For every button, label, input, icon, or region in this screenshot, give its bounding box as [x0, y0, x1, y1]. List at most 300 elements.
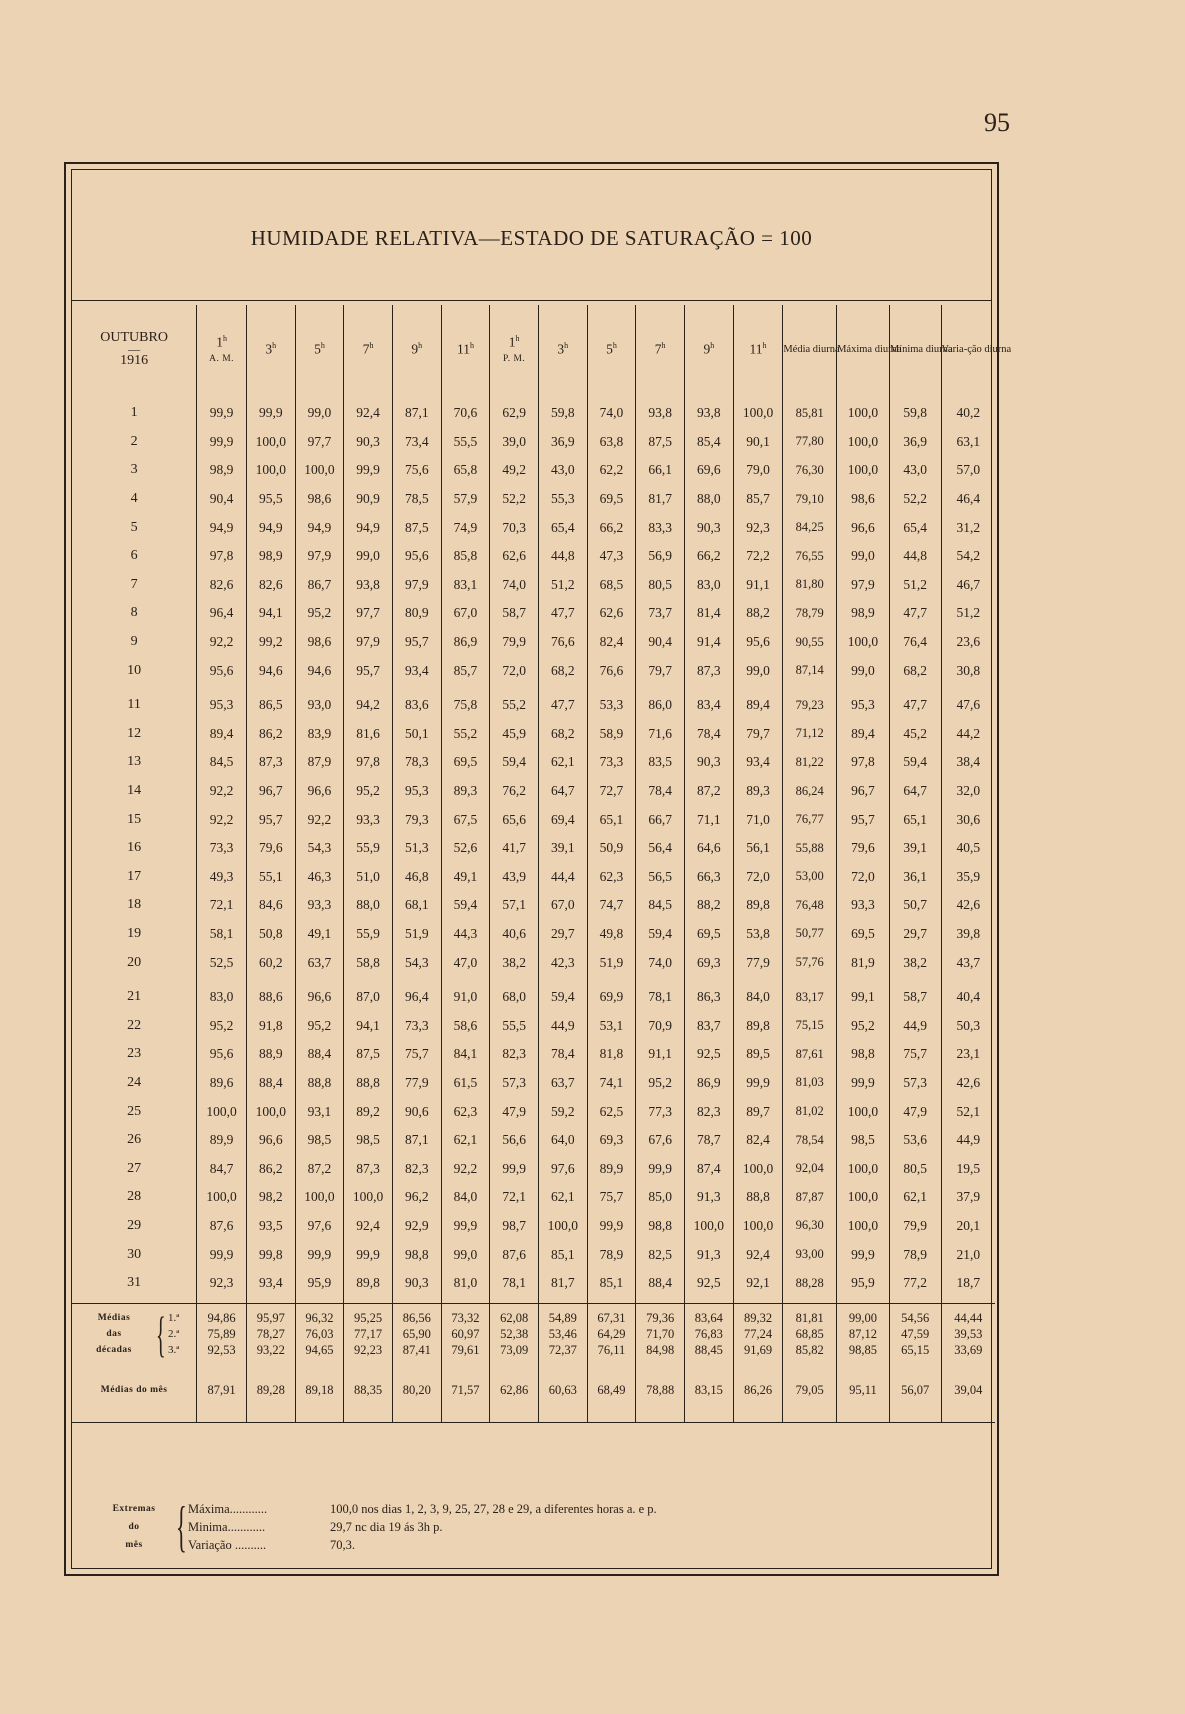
table-cell: 89,28 [246, 1358, 295, 1423]
table-cell: 100,0 [295, 1183, 344, 1212]
table-cell: 83,4 [684, 691, 733, 720]
table-cell: 69,9 [587, 983, 636, 1012]
table-cell: 88,4 [295, 1040, 344, 1069]
table-cell: 60,63 [538, 1358, 587, 1423]
table-cell: 39,1 [538, 834, 587, 863]
table-cell: 75,7 [587, 1183, 636, 1212]
table-cell: 87,12 [837, 1326, 890, 1342]
table-cell: 76,4 [889, 628, 941, 657]
table-cell: 78,7 [684, 1126, 733, 1155]
hour-label: 1 [216, 334, 223, 350]
table-cell: 68,2 [538, 720, 587, 749]
table-cell: 97,7 [344, 599, 393, 628]
am-label: A. M. [209, 354, 235, 365]
table-cell: 44,2 [956, 725, 981, 741]
table-cell: 92,2 [197, 805, 247, 834]
table-cell: 100,0 [837, 428, 890, 457]
table-cell: 91,3 [684, 1183, 733, 1212]
table-cell: 75,7 [889, 1040, 941, 1069]
hour-label: 1 [508, 334, 516, 350]
hour-header [295, 305, 344, 393]
table-cell: 93,3 [344, 805, 393, 834]
table-cell: 47,7 [538, 691, 587, 720]
table-cell: 59,4 [538, 983, 587, 1012]
table-cell: 72,0 [733, 863, 783, 892]
hour-label: 3 [265, 341, 273, 357]
table-cell: 55,5 [490, 1011, 539, 1040]
table-cell: 79,7 [636, 656, 685, 685]
table-cell: 40,5 [956, 840, 981, 856]
table-row [72, 1069, 995, 1098]
table-cell: 75,89 [197, 1326, 247, 1342]
table-cell: 47,9 [490, 1097, 539, 1126]
table-cell: 40,6 [490, 920, 539, 949]
table-cell: 78,5 [392, 485, 441, 514]
table-cell: 81,9 [837, 948, 890, 977]
table-cell: 81,4 [684, 599, 733, 628]
table-cell: 87,9 [295, 748, 344, 777]
table-cell: 95,2 [636, 1069, 685, 1098]
table-cell: 81,6 [344, 720, 393, 749]
table-cell: 55,88 [783, 834, 837, 863]
table-cell: 53,46 [538, 1326, 587, 1342]
table-cell: 64,0 [538, 1126, 587, 1155]
table-cell: 58,7 [889, 983, 941, 1012]
table-cell: 55,2 [441, 720, 490, 749]
table-cell: 49,3 [197, 863, 247, 892]
table-row [72, 428, 995, 457]
table-cell: 88,0 [344, 891, 393, 920]
table-cell: 39,1 [889, 834, 941, 863]
table-cell: 98,6 [295, 628, 344, 657]
table-cell: 44,3 [441, 920, 490, 949]
day-number: 5 [72, 513, 197, 542]
extreme-var-value: 70,3. [330, 1538, 355, 1552]
table-cell: 99,0 [344, 542, 393, 571]
table-cell: 95,2 [295, 599, 344, 628]
table-cell: 50,8 [246, 920, 295, 949]
decade-group-label: das [106, 1329, 122, 1340]
table-cell: 70,9 [636, 1011, 685, 1040]
table-cell: 90,55 [783, 628, 837, 657]
table-cell: 67,6 [636, 1126, 685, 1155]
table-cell: 66,3 [684, 863, 733, 892]
day-number: 27 [72, 1154, 197, 1183]
extreme-min [188, 1518, 968, 1536]
table-cell: 92,9 [392, 1212, 441, 1241]
month-header [72, 305, 197, 393]
table-cell: 65,15 [889, 1342, 941, 1358]
table-cell: 87,3 [344, 1154, 393, 1183]
table-cell: 81,02 [783, 1097, 837, 1126]
table-cell: 83,0 [197, 983, 247, 1012]
extreme-max [188, 1500, 968, 1518]
table-cell: 30,6 [956, 811, 981, 827]
decade-average-row [72, 1326, 995, 1342]
table-row [72, 1269, 995, 1298]
table-cell: 76,48 [783, 891, 837, 920]
table-cell: 18,7 [956, 1275, 981, 1291]
table-row [72, 1154, 995, 1183]
table-cell: 94,9 [246, 513, 295, 542]
table-cell: 44,8 [538, 542, 587, 571]
table-cell: 99,00 [837, 1310, 890, 1326]
table-cell: 92,2 [197, 628, 247, 657]
table-cell: 100,0 [837, 1097, 890, 1126]
table-cell: 93,1 [295, 1097, 344, 1126]
table-cell: 95,2 [197, 1011, 247, 1040]
table-cell: 71,1 [684, 805, 733, 834]
table-cell: 36,9 [538, 428, 587, 457]
table-cell: 60,97 [441, 1326, 490, 1342]
table-cell: 89,3 [441, 777, 490, 806]
table-cell: 76,55 [783, 542, 837, 571]
table-cell: 92,2 [197, 777, 247, 806]
table-cell: 69,5 [684, 920, 733, 949]
table-cell: 88,2 [684, 891, 733, 920]
table-cell: 95,11 [837, 1358, 890, 1423]
table-cell: 59,4 [441, 891, 490, 920]
table-cell: 92,53 [197, 1342, 247, 1358]
table-row [72, 513, 995, 542]
table-cell: 97,8 [837, 748, 890, 777]
table-cell: 56,6 [490, 1126, 539, 1155]
hour-header [490, 305, 539, 393]
table-cell: 94,1 [246, 599, 295, 628]
table-cell: 98,5 [295, 1126, 344, 1155]
table-cell: 96,6 [837, 513, 890, 542]
extreme-max-key: Máxima............ [188, 1502, 268, 1516]
table-cell: 82,6 [197, 571, 247, 600]
table-cell: 49,8 [587, 920, 636, 949]
decade-number: 2.ª [168, 1328, 180, 1341]
table-cell: 88,4 [246, 1069, 295, 1098]
table-cell: 83,6 [392, 691, 441, 720]
table-cell: 61,5 [441, 1069, 490, 1098]
table-cell: 99,0 [837, 656, 890, 685]
table-cell: 87,14 [783, 656, 837, 685]
table-cell: 82,3 [684, 1097, 733, 1126]
table-cell: 75,15 [783, 1011, 837, 1040]
table-cell: 63,7 [538, 1069, 587, 1098]
table-cell: 73,09 [490, 1342, 539, 1358]
day-number: 23 [72, 1040, 197, 1069]
table-cell: 82,6 [246, 571, 295, 600]
table-cell: 57,9 [441, 485, 490, 514]
table-cell: 98,5 [344, 1126, 393, 1155]
table-cell: 43,0 [538, 456, 587, 485]
table-cell: 47,7 [538, 599, 587, 628]
table-cell: 53,1 [587, 1011, 636, 1040]
table-cell: 56,07 [889, 1358, 941, 1423]
table-cell: 58,8 [344, 948, 393, 977]
table-cell: 21,0 [956, 1246, 981, 1262]
table-cell: 59,2 [538, 1097, 587, 1126]
table-cell: 54,89 [538, 1310, 587, 1326]
table-cell: 93,3 [295, 891, 344, 920]
table-cell: 76,03 [295, 1326, 344, 1342]
table-row [72, 1011, 995, 1040]
table-cell: 97,9 [295, 542, 344, 571]
hour-label: 11 [749, 341, 763, 357]
table-cell: 62,6 [587, 599, 636, 628]
table-cell: 82,4 [733, 1126, 783, 1155]
table-cell: 50,1 [392, 720, 441, 749]
table-cell: 76,6 [587, 656, 636, 685]
table-cell: 90,3 [392, 1269, 441, 1298]
table-cell: 94,2 [344, 691, 393, 720]
table-cell: 93,3 [837, 891, 890, 920]
table-row [72, 863, 995, 892]
hour-label: 3 [557, 341, 565, 357]
table-cell: 51,9 [392, 920, 441, 949]
table-cell: 85,0 [636, 1183, 685, 1212]
table-cell: 64,29 [587, 1326, 636, 1342]
table-cell: 84,7 [197, 1154, 247, 1183]
day-number: 29 [72, 1212, 197, 1241]
table-cell: 73,3 [392, 1011, 441, 1040]
decade-average-row [72, 1342, 995, 1358]
table-cell: 73,4 [392, 428, 441, 457]
table-cell: 95,9 [837, 1269, 890, 1298]
table-cell: 82,3 [392, 1154, 441, 1183]
table-cell: 92,3 [197, 1269, 247, 1298]
table-cell: 95,2 [295, 1011, 344, 1040]
day-number: 19 [72, 920, 197, 949]
table-cell: 100,0 [837, 399, 890, 428]
table-cell: 62,1 [441, 1126, 490, 1155]
table-frame-inner [71, 169, 1012, 1569]
table-cell: 79,36 [636, 1310, 685, 1326]
table-cell: 85,81 [783, 399, 837, 428]
table-cell: 94,9 [295, 513, 344, 542]
hour-header [344, 305, 393, 393]
table-cell: 98,85 [837, 1342, 890, 1358]
table-cell: 95,7 [392, 628, 441, 657]
day-number: 10 [72, 656, 197, 685]
table-cell: 60,2 [246, 948, 295, 977]
table-cell: 100,0 [684, 1212, 733, 1241]
table-row [72, 599, 995, 628]
day-number: 11 [72, 691, 197, 720]
table-cell: 40,4 [956, 989, 981, 1005]
table-cell: 53,6 [889, 1126, 941, 1155]
hour-label: 7 [362, 341, 370, 357]
table-cell: 55,3 [538, 485, 587, 514]
table-cell: 43,0 [889, 456, 941, 485]
table-cell: 79,7 [733, 720, 783, 749]
table-cell: 92,4 [733, 1240, 783, 1269]
table-row [72, 628, 995, 657]
table-cell: 100,0 [837, 1183, 890, 1212]
table-cell: 99,1 [837, 983, 890, 1012]
table-cell: 96,2 [392, 1183, 441, 1212]
table-cell: 79,05 [783, 1358, 837, 1423]
table-cell: 87,0 [344, 983, 393, 1012]
table-cell: 93,8 [684, 399, 733, 428]
extremes-brace: { [176, 1496, 187, 1558]
month-dash: — [128, 342, 141, 356]
table-cell: 70,6 [441, 399, 490, 428]
table-cell: 51,2 [956, 605, 981, 621]
table-cell: 62,08 [490, 1310, 539, 1326]
table-cell: 44,8 [889, 542, 941, 571]
table-cell: 97,6 [295, 1212, 344, 1241]
table-cell: 71,70 [636, 1326, 685, 1342]
bottom-rule [72, 1423, 995, 1424]
table-cell: 46,8 [392, 863, 441, 892]
table-cell: 84,5 [636, 891, 685, 920]
table-cell: 89,5 [733, 1040, 783, 1069]
table-cell: 89,3 [733, 777, 783, 806]
table-cell: 81,81 [783, 1310, 837, 1326]
table-row [72, 1240, 995, 1269]
hour-suffix: h [762, 340, 767, 350]
table-cell: 99,9 [197, 399, 247, 428]
table-cell: 81,7 [538, 1269, 587, 1298]
table-cell: 65,1 [587, 805, 636, 834]
table-row [72, 720, 995, 749]
table-cell: 77,24 [733, 1326, 783, 1342]
table-cell: 95,6 [733, 628, 783, 657]
table-row [72, 805, 995, 834]
day-number: 6 [72, 542, 197, 571]
table-cell: 72,7 [587, 777, 636, 806]
table-cell: 84,0 [441, 1183, 490, 1212]
table-cell: 88,2 [733, 599, 783, 628]
table-cell: 57,76 [783, 948, 837, 977]
table-cell: 58,6 [441, 1011, 490, 1040]
table-cell: 54,2 [956, 548, 981, 564]
extreme-var-key: Variação .......... [188, 1538, 267, 1552]
table-cell: 73,3 [197, 834, 247, 863]
table-cell: 95,3 [392, 777, 441, 806]
table-row [72, 399, 995, 428]
media-header: Média diurna [783, 305, 837, 393]
table-cell: 59,4 [490, 748, 539, 777]
day-number: 12 [72, 720, 197, 749]
hour-label: 9 [411, 341, 419, 357]
table-cell: 68,0 [490, 983, 539, 1012]
table-cell: 90,1 [733, 428, 783, 457]
table-cell: 56,5 [636, 863, 685, 892]
table-row [72, 983, 995, 1012]
hour-label: 5 [606, 341, 613, 357]
table-cell: 46,4 [956, 491, 981, 507]
table-cell: 52,5 [197, 948, 247, 977]
table-row [72, 542, 995, 571]
table-cell: 39,8 [956, 925, 981, 941]
table-cell: 62,1 [538, 1183, 587, 1212]
table-row [72, 748, 995, 777]
table-cell: 99,9 [295, 1240, 344, 1269]
decade-label-cell [72, 1326, 197, 1342]
table-cell: 88,35 [344, 1358, 393, 1423]
table-cell: 92,23 [344, 1342, 393, 1358]
table-cell: 74,9 [441, 513, 490, 542]
table-cell: 99,9 [441, 1212, 490, 1241]
table-cell: 75,8 [441, 691, 490, 720]
table-cell: 94,6 [246, 656, 295, 685]
extremes-label [94, 1500, 174, 1554]
table-cell: 84,25 [783, 513, 837, 542]
table-cell: 76,30 [783, 456, 837, 485]
table-cell: 92,4 [344, 1212, 393, 1241]
table-cell: 38,4 [956, 754, 981, 770]
table-cell: 72,0 [837, 863, 890, 892]
table-cell: 83,3 [636, 513, 685, 542]
table-cell: 97,8 [197, 542, 247, 571]
table-cell: 81,7 [636, 485, 685, 514]
table-cell: 19,5 [956, 1160, 981, 1176]
table-cell: 88,28 [783, 1269, 837, 1298]
table-cell: 77,17 [344, 1326, 393, 1342]
table-cell: 68,2 [889, 656, 941, 685]
table-cell: 68,5 [587, 571, 636, 600]
day-number: 2 [72, 428, 197, 457]
table-cell: 87,87 [783, 1183, 837, 1212]
table-cell: 95,3 [197, 691, 247, 720]
hour-suffix: h [612, 340, 617, 350]
extremes-label-2: do [128, 1522, 140, 1532]
day-number: 26 [72, 1126, 197, 1155]
table-cell: 87,6 [197, 1212, 247, 1241]
table-cell: 62,86 [490, 1358, 539, 1423]
table-cell: 99,0 [441, 1240, 490, 1269]
table-cell: 50,3 [956, 1017, 981, 1033]
table-cell: 88,0 [684, 485, 733, 514]
table-cell: 72,1 [490, 1183, 539, 1212]
hour-header [587, 305, 636, 393]
table-cell: 96,7 [837, 777, 890, 806]
table-cell: 59,8 [538, 399, 587, 428]
table-cell: 65,4 [889, 513, 941, 542]
table-cell: 98,8 [392, 1240, 441, 1269]
table-cell: 31,2 [956, 519, 981, 535]
table-cell: 63,1 [956, 433, 981, 449]
table-cell: 90,4 [636, 628, 685, 657]
table-row [72, 920, 995, 949]
hour-suffix: h [564, 340, 569, 350]
table-cell: 58,1 [197, 920, 247, 949]
table-cell: 91,4 [684, 628, 733, 657]
table-cell: 96,4 [392, 983, 441, 1012]
table-cell: 39,0 [490, 428, 539, 457]
table-cell: 79,61 [441, 1342, 490, 1358]
table-cell: 100,0 [197, 1097, 247, 1126]
table-cell: 95,9 [295, 1269, 344, 1298]
table-cell: 92,5 [684, 1040, 733, 1069]
table-cell: 83,5 [636, 748, 685, 777]
table-cell: 63,8 [587, 428, 636, 457]
table-cell: 83,7 [684, 1011, 733, 1040]
table-cell: 99,8 [246, 1240, 295, 1269]
table-row [72, 571, 995, 600]
table-cell: 77,3 [636, 1097, 685, 1126]
month-average-label: Médias do mês [72, 1358, 197, 1423]
day-number: 30 [72, 1240, 197, 1269]
table-cell: 51,9 [587, 948, 636, 977]
decade-brace: { [156, 1306, 166, 1363]
hour-header [733, 305, 783, 393]
table-cell: 46,7 [956, 576, 981, 592]
hour-label: 5 [314, 341, 321, 357]
table-cell: 100,0 [197, 1183, 247, 1212]
table-cell: 95,7 [344, 656, 393, 685]
table-cell: 56,4 [636, 834, 685, 863]
table-cell: 93,8 [344, 571, 393, 600]
table-cell: 74,7 [587, 891, 636, 920]
